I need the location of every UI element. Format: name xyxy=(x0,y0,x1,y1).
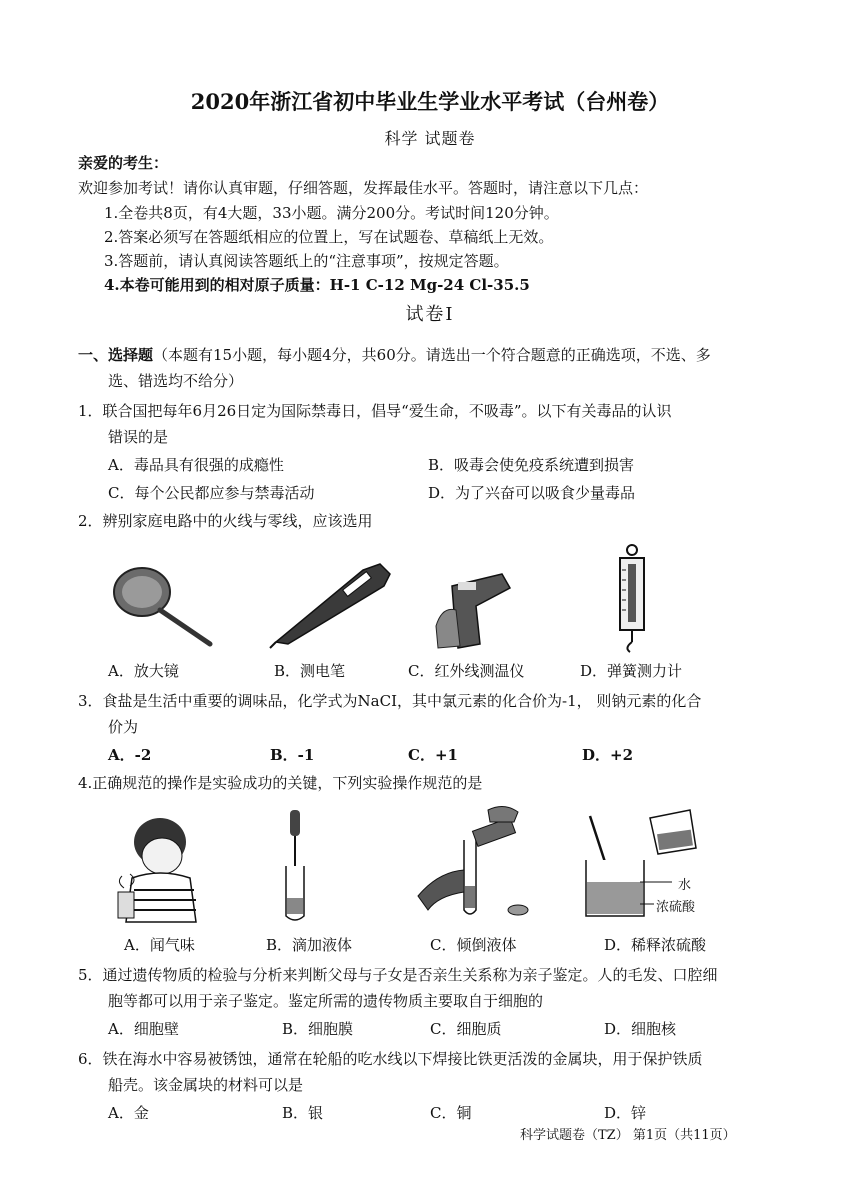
notice-item: 4.本卷可能用到的相对原子质量：H-1 C-12 Mg-24 Cl-35.5 xyxy=(104,276,530,294)
question-2-option-c: C．红外线测温仪 xyxy=(408,662,525,680)
question-3-option-b: B．-1 xyxy=(270,746,315,764)
notice-item: 3.答题前，请认真阅读答题纸上的“注意事项”，按规定答题。 xyxy=(104,252,509,270)
question-3-option-a: A．-2 xyxy=(108,746,152,764)
question-6-stem-line2: 船壳。该金属块的材料可以是 xyxy=(108,1076,304,1094)
exam-title: 2020年浙江省初中毕业生学业水平考试（台州卷） xyxy=(190,89,670,114)
section-title: 试卷Ⅰ xyxy=(405,304,455,325)
infrared-thermometer-figure xyxy=(432,566,517,652)
exam-subtitle: 科学 试题卷 xyxy=(384,129,476,148)
pouring-figure xyxy=(408,800,538,924)
page-footer: 科学试题卷（TZ） 第1页（共11页） xyxy=(520,1128,736,1143)
question-1-option-b: B．吸毒会使免疫系统遭到损害 xyxy=(428,456,635,474)
question-4-option-c: C．倾倒液体 xyxy=(430,936,517,954)
notice-item: 1.全卷共8页，有4大题，33小题。满分200分。考试时间120分钟。 xyxy=(104,204,559,222)
question-5-option-b: B．细胞膜 xyxy=(282,1020,354,1038)
question-3-stem-line2: 价为 xyxy=(108,718,139,736)
part1-desc-line2: 选、错选均不给分） xyxy=(108,372,244,390)
question-5-stem: 5．通过遗传物质的检验与分析来判断父母与子女是否亲生关系称为亲子鉴定。人的毛发、口腔细 xyxy=(78,966,718,984)
question-6-option-d: D．锌 xyxy=(604,1104,647,1122)
water-label: 水 xyxy=(678,878,692,893)
sulfuric-acid-label: 浓硫酸 xyxy=(656,900,696,915)
part1-heading: 一、选择题 xyxy=(78,346,154,364)
question-1-option-d: D．为了兴奋可以吸食少量毒品 xyxy=(428,484,636,502)
question-2-option-a: A．放大镜 xyxy=(108,662,179,680)
spring-scale-figure xyxy=(612,542,652,654)
question-4-option-a: A．闻气味 xyxy=(124,936,195,954)
question-5-stem-line2: 胞等都可以用于亲子鉴定。鉴定所需的遗传物质主要取自于细胞的 xyxy=(108,992,544,1010)
notice-item: 2.答案必须写在答题纸相应的位置上，写在试题卷、草稿纸上无效。 xyxy=(104,228,554,246)
question-6-option-a: A．金 xyxy=(108,1104,149,1122)
question-4-stem: 4.正确规范的操作是实验成功的关键，下列实验操作规范的是 xyxy=(78,774,483,792)
question-2-option-d: D．弹簧测力计 xyxy=(580,662,683,680)
test-pen-figure xyxy=(268,550,398,650)
question-1-option-a: A．毒品具有很强的成瘾性 xyxy=(108,456,284,474)
question-5-option-c: C．细胞质 xyxy=(430,1020,502,1038)
magnifier-figure xyxy=(108,562,218,648)
question-1-stem: 1．联合国把每年6月26日定为国际禁毒日，倡导“爱生命，不吸毒”。以下有关毒品的认识 xyxy=(78,402,672,420)
question-2-stem: 2．辨别家庭电路中的火线与零线，应该选用 xyxy=(78,512,373,530)
question-5-option-a: A．细胞壁 xyxy=(108,1020,179,1038)
question-6-option-b: B．银 xyxy=(282,1104,324,1122)
question-6-option-c: C．铜 xyxy=(430,1104,472,1122)
question-4-option-d: D．稀释浓硫酸 xyxy=(604,936,707,954)
question-1-stem-line2: 错误的是 xyxy=(108,428,169,446)
part1-line1 xyxy=(78,344,711,365)
question-3-option-c: C．+1 xyxy=(408,746,458,764)
question-5-option-d: D．细胞核 xyxy=(604,1020,677,1038)
question-1-option-c: C．每个公民都应参与禁毒活动 xyxy=(108,484,315,502)
dropper-figure xyxy=(276,808,316,924)
question-3-option-d: D．+2 xyxy=(582,746,634,764)
notice-intro: 欢迎参加考试！请你认真审题，仔细答题，发挥最佳水平。答题时，请注意以下几点： xyxy=(78,179,649,197)
question-4-option-b: B．滴加液体 xyxy=(266,936,353,954)
question-2-option-b: B．测电笔 xyxy=(274,662,346,680)
smelling-figure xyxy=(110,812,210,924)
question-6-stem: 6．铁在海水中容易被锈蚀，通常在轮船的吃水线以下焊接比铁更活泼的金属块，用于保护铁质 xyxy=(78,1050,703,1068)
greeting: 亲爱的考生： xyxy=(78,154,169,172)
question-3-stem: 3．食盐是生活中重要的调味品，化学式为NaCI，其中氯元素的化合价为-1， 则钠元素的化合 xyxy=(78,692,702,710)
part1-desc: （本题有15小题，每小题4分，共60分。请选出一个符合题意的正确选项，不选、多 xyxy=(153,346,711,364)
